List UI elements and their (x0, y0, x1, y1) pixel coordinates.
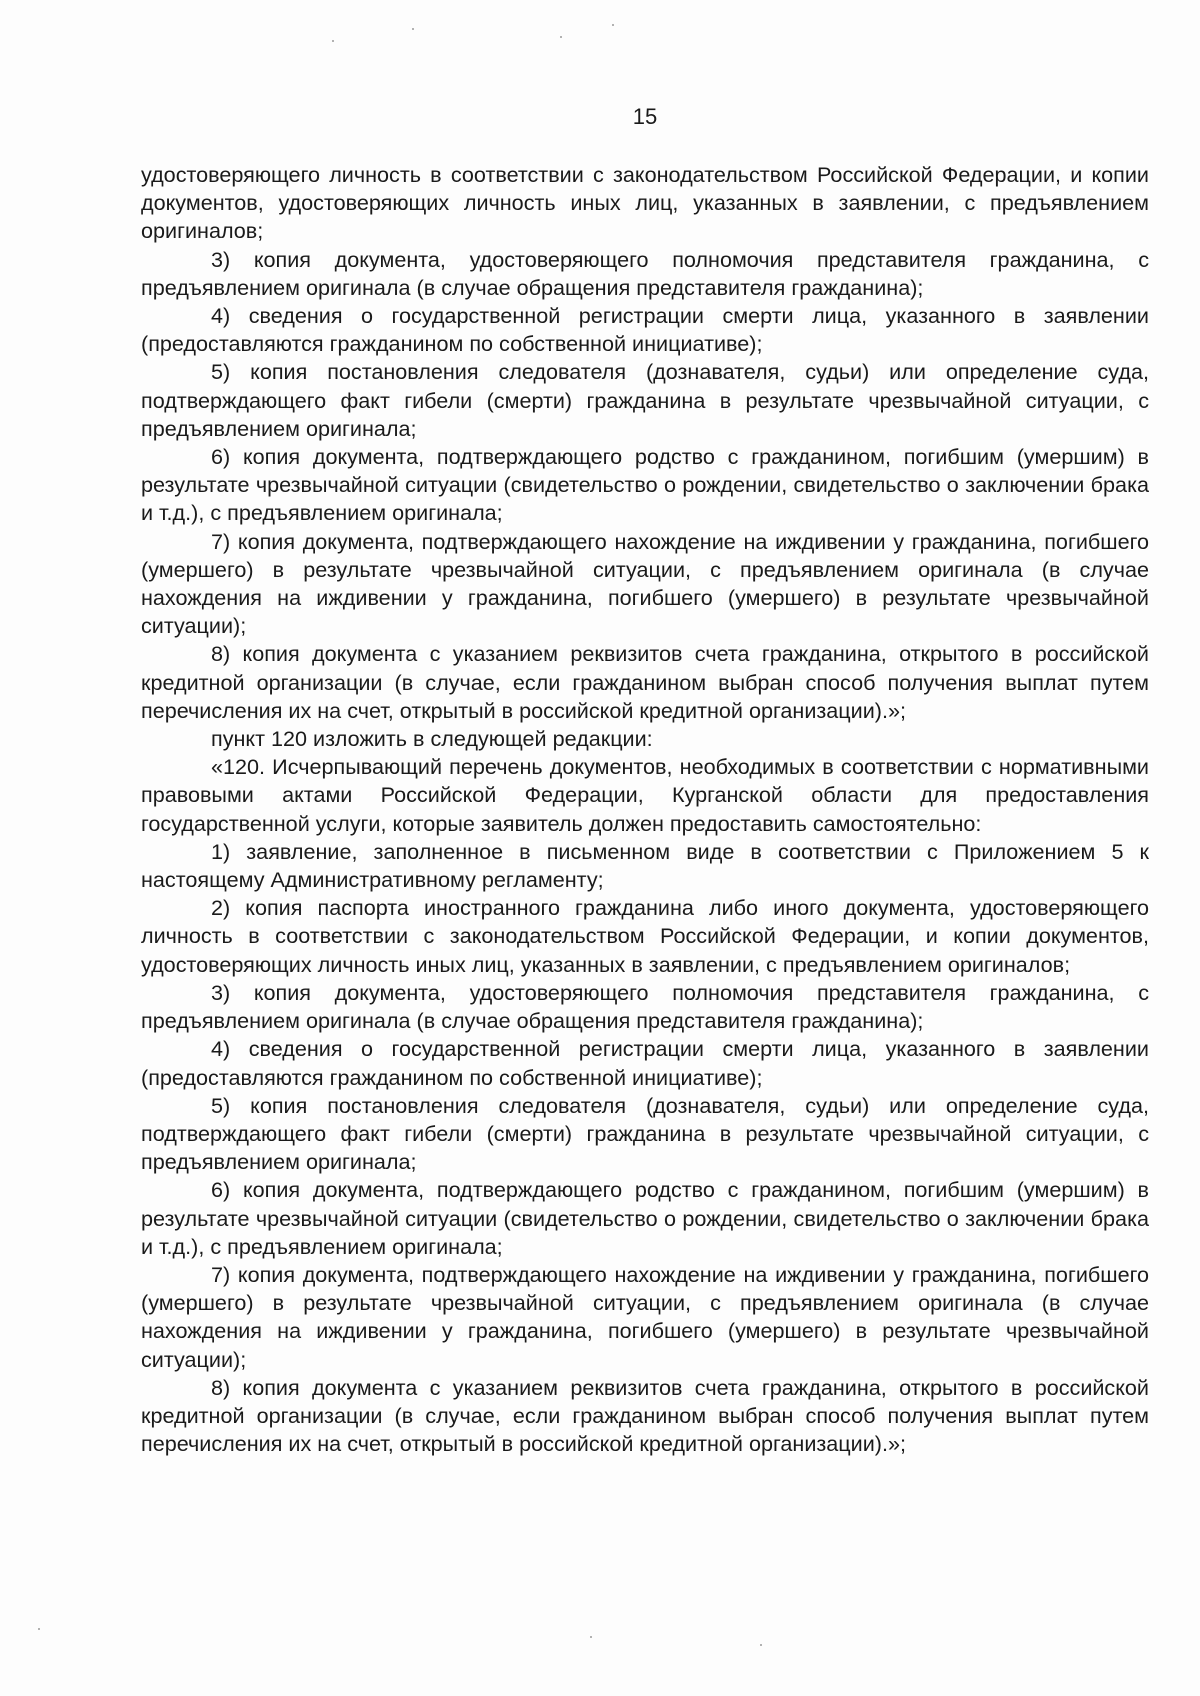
scan-speck (38, 1628, 40, 1630)
paragraph-new-item-6: 6) копия документа, подтверждающего родство с гражданином, погибшим (умершим) в результате чрезвычайной ситуации (свидетельство о рождении, свидетельство о заключении брака и т.д.), с предъявлением оригинала; (141, 1177, 1149, 1259)
paragraph-new-item-7: 7) копия документа, подтверждающего нахождение на иждивении у гражданина, погибшего (умершего) в результате чрезвычайной ситуации, с предъявлением оригинала (в случае нахождения на иждивении у гражданина, погибшего (умершего) в результате чрезвычайной ситуации); (141, 1261, 1149, 1372)
paragraph-item-8: 8) копия документа с указанием реквизитов счета гражданина, открытого в российской кредитной организации (в случае, если гражданином выбран способ получения выплат путем перечисления их на счет, открытый в российской кредитной организации).»; (141, 641, 1149, 723)
paragraph-new-item-5: 5) копия постановления следователя (дознавателя, судьи) или определение суда, подтверждающего факт гибели (смерти) гражданина в результате чрезвычайной ситуации, с предъявлением оригинала; (141, 1092, 1149, 1175)
paragraph-new-item-1: 1) заявление, заполненное в письменном виде в соответствии с Приложением 5 к настоящему Административному регламенту; (141, 838, 1149, 893)
paragraph-item-5: 5) копия постановления следователя (дознавателя, судьи) или определение суда, подтверждающего факт гибели (смерти) гражданина в результате чрезвычайной ситуации, с предъявлением оригинала; (141, 359, 1149, 441)
paragraph-clause-120: «120. Исчерпывающий перечень документов, необходимых в соответствии с нормативными правовыми актами Российской Федерации, Курганской области для предоставления государственной услуги, которые заявитель должен предоставить самостоятельно: (141, 754, 1149, 836)
scan-speck (332, 40, 334, 42)
paragraph-new-item-8: 8) копия документа с указанием реквизитов счета гражданина, открытого в российской кредитной организации (в случае, если гражданином выбран способ получения выплат путем перечисления их на счет, открытый в российской кредитной организации).»; (141, 1374, 1149, 1457)
document-body (141, 161, 1149, 1458)
paragraph-item-3: 3) копия документа, удостоверяющего полномочия представителя гражданина, с предъявлением оригинала (в случае обращения представителя гражданина); (141, 246, 1149, 300)
paragraph-continuation: удостоверяющего личность в соответствии с законодательством Российской Федерации, и копии документов, удостоверяющих личность иных лиц, указанных в заявлении, с предъявлением оригиналов; (141, 162, 1149, 244)
paragraph-new-item-2: 2) копия паспорта иностранного гражданина либо иного документа, удостоверяющего личность в соответствии с законодательством Российской Федерации, и копии документов, удостоверяющих личность иных лиц, указанных в заявлении, с предъявлением оригиналов; (141, 895, 1149, 977)
page-number: 15 (632, 104, 658, 129)
paragraph-new-item-4: 4) сведения о государственной регистрации смерти лица, указанного в заявлении (предоставляются гражданином по собственной инициативе); (141, 1036, 1149, 1090)
paragraph-item-6: 6) копия документа, подтверждающего родство с гражданином, погибшим (умершим) в результате чрезвычайной ситуации (свидетельство о рождении, свидетельство о заключении брака и т.д.), с предъявлением оригинала; (141, 444, 1149, 526)
scan-speck (612, 24, 614, 26)
paragraph-item-4: 4) сведения о государственной регистрации смерти лица, указанного в заявлении (предоставляются гражданином по собственной инициативе); (141, 303, 1149, 357)
scan-speck (760, 1644, 762, 1646)
scan-speck (590, 1636, 592, 1638)
paragraph-new-item-3: 3) копия документа, удостоверяющего полномочия представителя гражданина, с предъявлением оригинала (в случае обращения представителя гражданина); (141, 979, 1149, 1034)
paragraph-item-7: 7) копия документа, подтверждающего нахождение на иждивении у гражданина, погибшего (умершего) в результате чрезвычайной ситуации, с предъявлением оригинала (в случае нахождения на иждивении у гражданина, погибшего (умершего) в результате чрезвычайной ситуации); (141, 528, 1149, 639)
scan-speck (560, 36, 562, 38)
paragraph-amendment-intro: пункт 120 изложить в следующей редакции: (211, 726, 653, 752)
scan-speck (412, 28, 414, 30)
